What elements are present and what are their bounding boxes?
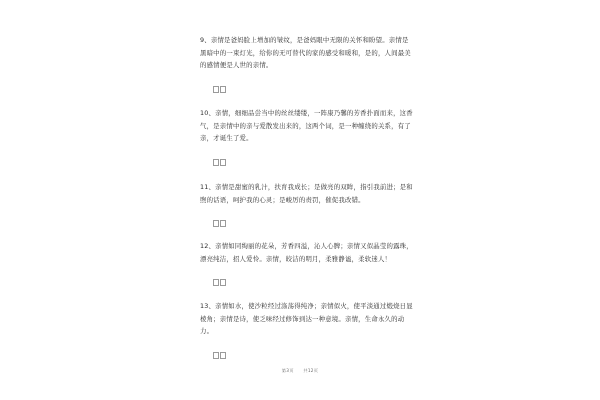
paragraph-13: 13、亲情如水，使沙粒经过涤荡得纯净；亲情似火，使平淡通过煅烧日显棱角；亲情是诗，使乏味经过修饰到达一种意境。亲情，生命永久的动力。	[200, 302, 413, 335]
empty-box-icon	[220, 352, 226, 359]
placeholder-boxes	[200, 352, 415, 360]
paragraph-10: 10、亲情，细细品尝当中的丝丝缕缕，一阵康乃馨的芳香扑面而来，这香气，是亲情中的亲与爱散发出来的，这两个词，是一种缠绕的关系，有了亲，才诞生了爱。	[200, 109, 413, 142]
list-item	[200, 181, 415, 228]
empty-box-icon	[213, 352, 219, 359]
empty-box-icon	[213, 279, 219, 286]
placeholder-boxes	[200, 159, 415, 167]
placeholder-boxes	[200, 279, 415, 287]
empty-box-icon	[213, 86, 219, 93]
empty-box-icon	[213, 220, 219, 227]
paragraph-11: 11、亲情是甜蜜的乳汁，扶育我成长；是做亮的双眸，指引我前进；是和煦的话语，呵护我的心灵；是峻厉的责罚，催促我改错。	[200, 183, 413, 204]
placeholder-boxes	[200, 86, 415, 94]
paragraph-12: 12、亲情如同绚丽的花朵，芳香四溢，沁人心脾；亲情又似晶莹的露珠，漂亮纯洁，招人爱怜。亲情，皎洁的明月，柔雅静谧，柔软迷人！	[200, 242, 413, 263]
page-total: 共12页	[303, 368, 319, 373]
empty-box-icon	[220, 279, 226, 286]
list-item	[200, 300, 415, 360]
list-item	[200, 107, 415, 167]
empty-box-icon	[220, 86, 226, 93]
list-item	[200, 34, 415, 94]
page-number: 第3页	[281, 368, 294, 373]
paragraph-9: 9、亲情是爸妈脸上增加的皱纹，是爸妈眼中无限的关怀和盼望。亲情是黑暗中的一束灯光，给你的无可替代的家的感受和暖和，是的，人间最美的感情便是人世的亲情。	[200, 36, 411, 69]
empty-box-icon	[220, 159, 226, 166]
placeholder-boxes	[200, 220, 415, 228]
page-footer	[0, 368, 600, 374]
empty-box-icon	[213, 159, 219, 166]
list-item	[200, 240, 415, 287]
empty-box-icon	[220, 220, 226, 227]
